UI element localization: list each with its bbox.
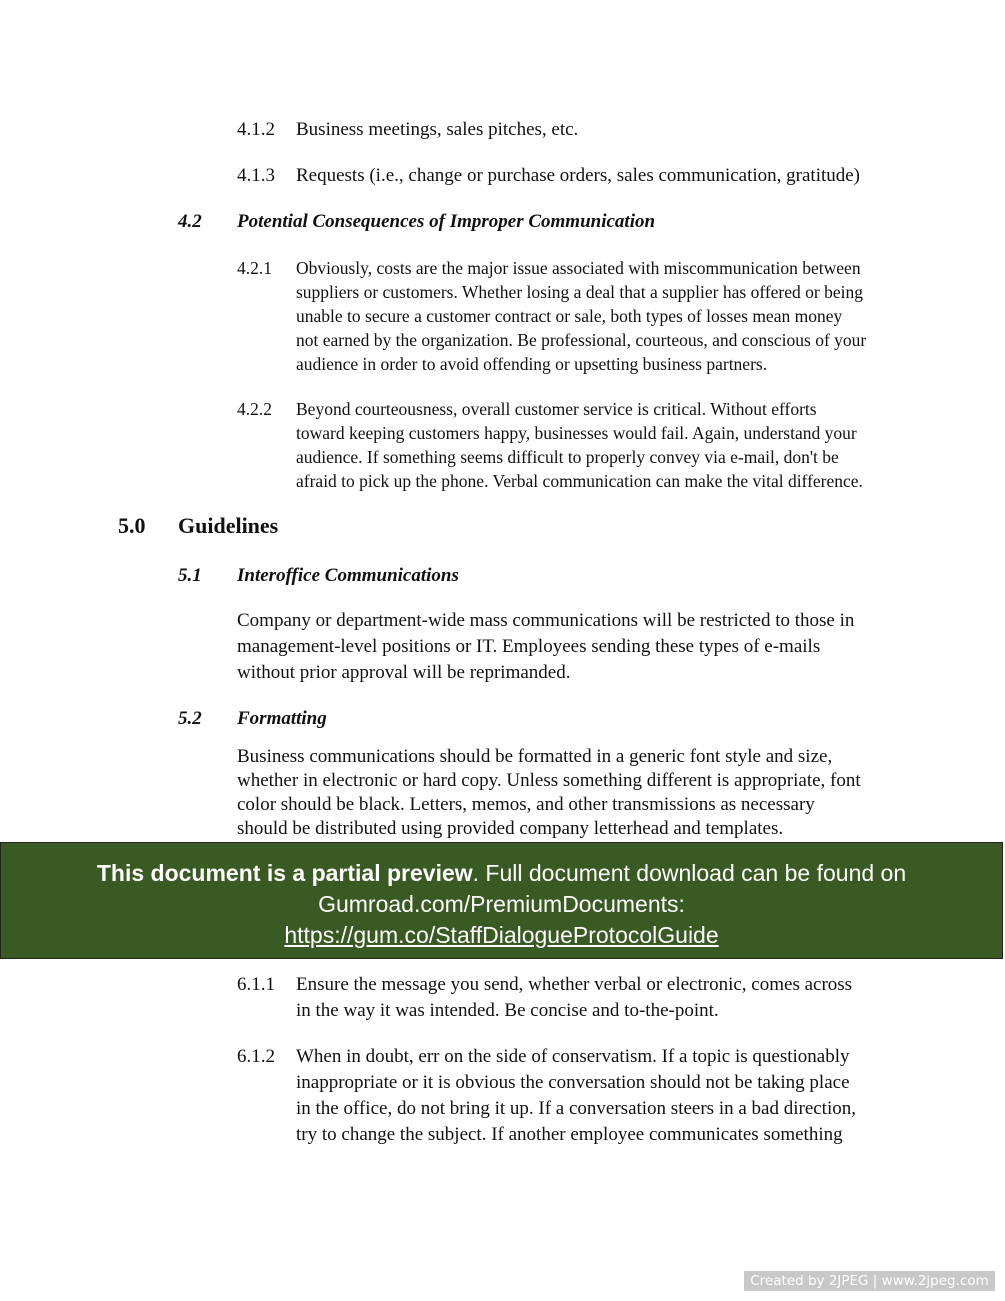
paragraph-line: color should be black. Letters, memos, and other transmissions as necessary	[237, 794, 815, 815]
paragraph-line: try to change the subject. If another employee communicates something	[296, 1124, 843, 1145]
watermark: Created by 2JPEG | www.2jpeg.com	[744, 1271, 995, 1291]
preview-banner	[0, 842, 1003, 959]
paragraph-line: Beyond courteousness, overall customer service is critical. Without efforts	[296, 399, 817, 419]
paragraph-line: toward keeping customers happy, businesses would fail. Again, understand your	[296, 423, 857, 443]
paragraph-line: Obviously, costs are the major issue associated with miscommunication between	[296, 258, 861, 278]
banner-line2: Gumroad.com/PremiumDocuments:	[318, 891, 685, 917]
paragraph-line: audience in order to avoid offending or upsetting business partners.	[296, 354, 768, 374]
paragraph-line: Company or department-wide mass communications will be restricted to those in	[237, 610, 855, 631]
section-number: 5.2	[178, 708, 202, 729]
section-number: 4.2	[178, 211, 202, 232]
paragraph-line: Ensure the message you send, whether verbal or electronic, comes across	[296, 974, 853, 995]
paragraph-line: should be distributed using provided company letterhead and templates.	[237, 818, 784, 839]
paragraph-line: whether in electronic or hard copy. Unless something different is appropriate, font	[237, 770, 861, 791]
section-number: 4.1.3	[237, 165, 275, 186]
paragraph-line: Requests (i.e., change or purchase orders, sales communication, gratitude)	[296, 165, 861, 186]
section-heading: Formatting	[237, 708, 327, 729]
paragraph-line: When in doubt, err on the side of conservatism. If a topic is questionably	[296, 1046, 850, 1067]
section-number: 4.2.1	[237, 258, 272, 278]
paragraph-line: without prior approval will be reprimanded.	[237, 662, 571, 683]
paragraph-line: not earned by the organization. Be professional, courteous, and conscious of your	[296, 330, 867, 350]
paragraph-line: Business communications should be formatted in a generic font style and size,	[237, 746, 833, 767]
paragraph-line: in the office, do not bring it up. If a conversation steers in a bad direction,	[296, 1098, 856, 1119]
banner-text: . Full document download can be found on	[472, 860, 907, 886]
paragraph-line: unable to secure a customer contract or sale, both types of losses mean money	[296, 306, 843, 326]
paragraph-line: afraid to pick up the phone. Verbal communication can make the vital difference.	[296, 471, 863, 491]
section-number: 5.0	[118, 513, 146, 538]
section-number: 6.1.1	[237, 974, 275, 995]
section-heading: Potential Consequences of Improper Communication	[237, 211, 656, 232]
banner-bold-text: This document is a partial preview	[96, 860, 473, 886]
download-link[interactable]: https://gum.co/StaffDialogueProtocolGuide	[284, 922, 719, 948]
section-number: 6.1.2	[237, 1046, 275, 1067]
paragraph-line: in the way it was intended. Be concise and to-the-point.	[296, 1000, 719, 1021]
section-number: 4.1.2	[237, 119, 275, 140]
section-number: 4.2.2	[237, 399, 272, 419]
paragraph-line: audience. If something seems difficult to properly convey via e-mail, don't be	[296, 447, 839, 467]
section-heading: Interoffice Communications	[237, 565, 459, 586]
section-heading: Guidelines	[178, 513, 279, 538]
paragraph-line: suppliers or customers. Whether losing a deal that a supplier has offered or being	[296, 282, 863, 302]
paragraph-line: inappropriate or it is obvious the conversation should not be taking place	[296, 1072, 850, 1093]
paragraph-line: Business meetings, sales pitches, etc.	[296, 119, 579, 140]
section-number: 5.1	[178, 565, 202, 586]
paragraph-line: management-level positions or IT. Employees sending these types of e-mails	[237, 636, 821, 657]
